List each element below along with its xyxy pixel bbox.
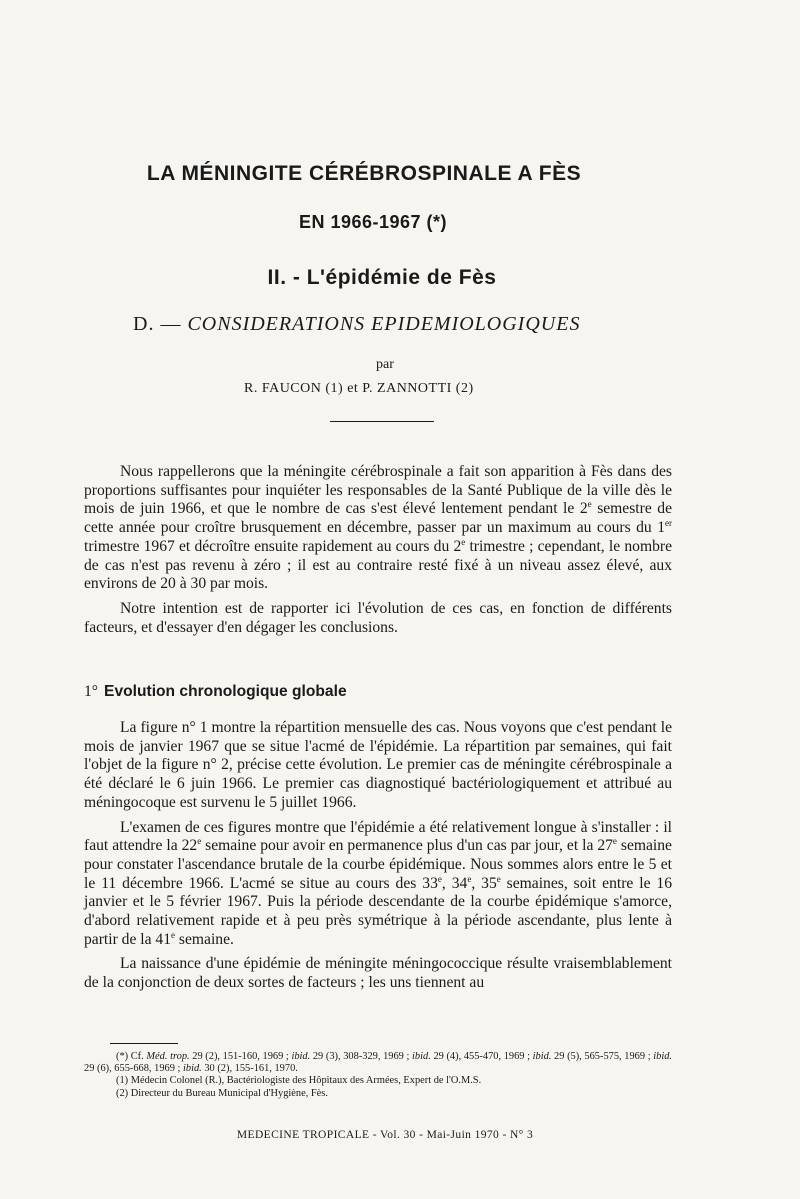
- paragraph: Nous rappellerons que la méningite cérébrospinale a fait son apparition à Fès dans des proportions suffisantes pour inquiéter les responsables de la Santé Publique de la ville dès le mois de juin 1966, et que le nombre de cas s'est élevé lentement pendant le 2e semestre de cette année pour croître brusquement en décembre, passer par un maximum au cours du 1er trimestre 1967 et décroître ensuite rapidement au cours du 2e trimestre ; cependant, le nombre de cas n'est pas revenu à zéro ; il est au contraire resté fixé à un niveau assez élevé, aux environs de 20 à 30 par mois.: [84, 463, 672, 593]
- section-title-text: CONSIDERATIONS EPIDEMIOLOGIQUES: [187, 313, 581, 335]
- section-heading-text: Evolution chronologique globale: [104, 683, 347, 700]
- part-title: II. - L'épidémie de Fès: [267, 266, 497, 289]
- section-title: [133, 313, 693, 336]
- paragraph: L'examen de ces figures montre que l'épidémie a été relativement longue à s'installer : il faut attendre la 22e semaine pour avoir en permanence plus d'un cas par jour, et la 27e semaine pour constater l'ascendance brutale de la courbe épidémique. Nous sommes alors entre le 5 et le 11 décembre 1966. L'acmé se situe au cours des 33e, 34e, 35e semaines, soit entre le 16 janvier et le 5 février 1967. Puis la période descendante de la courbe épidémique s'amorce, d'abord relativement rapide et à peu près symétrique à la période ascendante, plus lente à partir de la 41e semaine.: [84, 818, 673, 948]
- article-subtitle: EN 1966-1967 (*): [298, 212, 448, 232]
- footnote-2: (2) Directeur du Bureau Municipal d'Hygiène, Fès.: [116, 1087, 328, 1099]
- section-number: 1°: [84, 683, 99, 700]
- footnote-star: (*) Cf. Méd. trop. 29 (2), 151-160, 1969 ; ibid. 29 (3), 308-329, 1969 ; ibid. 29 (4), 455-470, 1969 ; ibid. 29 (5), 565-575, 1969 ; ibid. 29 (6), 655-668, 1969 ; ibid. 30 (2), 155-161, 1970.: [84, 1051, 672, 1075]
- article-title: LA MÉNINGITE CÉRÉBROSPINALE A FÈS: [146, 162, 582, 185]
- footnote-divider: [110, 1043, 178, 1044]
- paragraph: Notre intention est de rapporter ici l'évolution de ces cas, en fonction de différents facteurs, et d'essayer d'en dégager les conclusions.: [84, 599, 672, 636]
- intro-text: [84, 463, 672, 643]
- section-letter: D. —: [133, 313, 182, 335]
- title-divider: [330, 421, 434, 422]
- paragraph: La figure n° 1 montre la répartition mensuelle des cas. Nous voyons que c'est pendant le mois de janvier 1967 que se situe l'acmé de l'épidémie. La répartition par semaines, qui fait l'objet de la figure n° 2, précise cette évolution. Le premier cas de méningite cérébrospinale a été déclaré le 6 juin 1966. Le premier cas diagnostiqué bactériologiquement et attribué au méningocoque est survenu le 5 juillet 1966.: [84, 719, 672, 811]
- journal-footer: MEDECINE TROPICALE - Vol. 30 - Mai-Juin 1970 - N° 3: [236, 1129, 534, 1141]
- paragraph: La naissance d'une épidémie de méningite méningococcique résulte vraisemblablement de la conjonction de deux sortes de facteurs ; les uns tiennent au: [84, 955, 672, 992]
- section-body: [84, 719, 672, 999]
- footnote-1: (1) Médecin Colonel (R.), Bactériologiste des Hôpitaux des Armées, Expert de l'O.M.S.: [116, 1075, 482, 1087]
- by-line: par: [376, 357, 394, 372]
- footnotes: [84, 1051, 672, 1100]
- authors: R. FAUCON (1) et P. ZANNOTTI (2): [244, 381, 474, 396]
- section-heading: [84, 683, 347, 701]
